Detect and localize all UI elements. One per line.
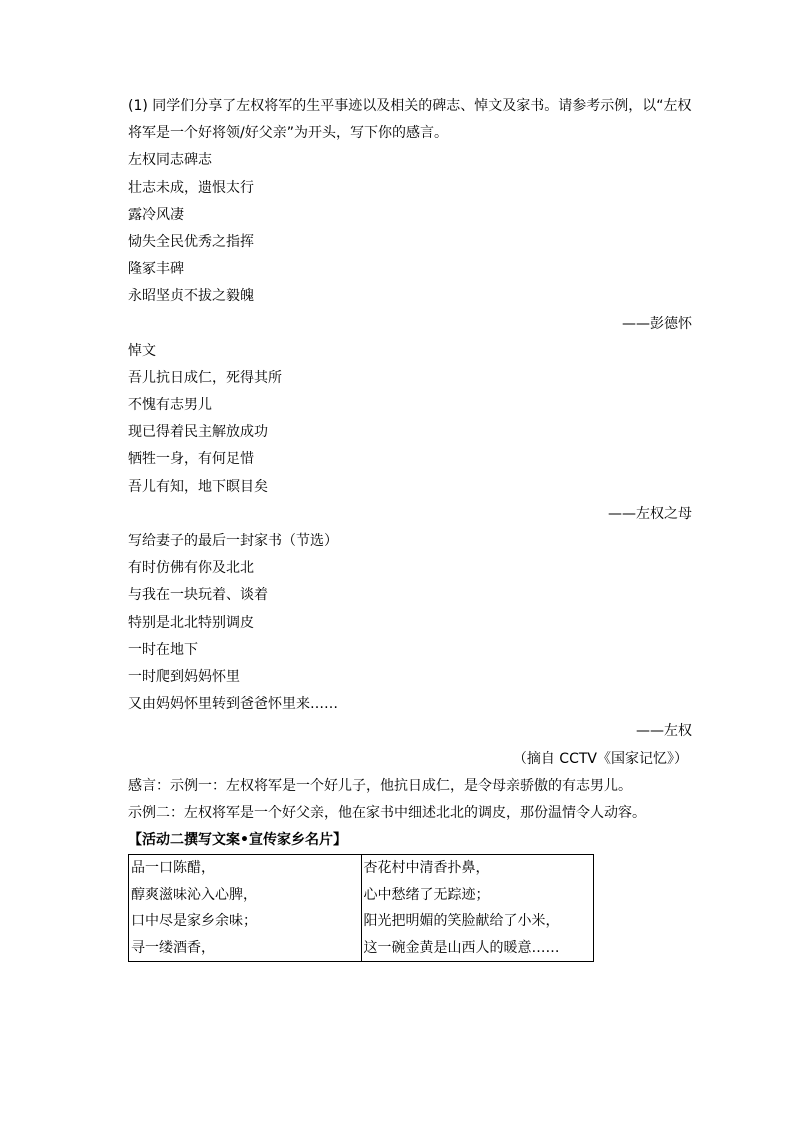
poem-left-line: 寻一缕酒香， [131,939,215,956]
letter-line: 与我在一块玩着、谈着 [128,587,268,604]
poem-right-cell [361,855,594,962]
question-prompt-line-2: 将军是一个好将领/好父亲”为开头，写下你的感言。 [128,125,448,142]
letter-line: 有时仿佛有你及北北 [128,560,254,577]
poem-left-line: 口中尽是家乡余味； [131,913,257,930]
epitaph-line: 永昭坚贞不拔之毅魄 [128,288,254,305]
eulogy-line: 不愧有志男儿 [128,397,212,414]
letter-source: （摘自 CCTV《国家记忆》） [512,750,688,767]
poem-left-line: 品一口陈醋， [131,860,215,877]
epitaph-author: ——彭德怀 [622,315,692,332]
epitaph-line: 恸失全民优秀之指挥 [128,233,254,250]
epitaph-line: 露冷风凄 [128,206,184,223]
hometown-poem-table [128,854,594,962]
eulogy-title: 悼文 [128,342,156,359]
eulogy-line: 现已得着民主解放成功 [128,424,268,441]
letter-line: 一时爬到妈妈怀里 [128,668,240,685]
letter-line: 又由妈妈怀里转到爸爸怀里来…… [128,696,338,713]
epitaph-section [128,147,692,337]
poem-left-line: 醇爽滋味沁入心脾， [131,886,257,903]
document-page [128,93,692,962]
poem-right-line: 阳光把明媚的笑脸献给了小米， [363,913,560,930]
letter-section [128,528,692,773]
question-prompt-line-1: (1) 同学们分享了左权将军的生平事迹以及相关的碑志、悼文及家书。请参考示例，以“左权 [128,98,692,114]
activity2-heading: 【活动二撰写文案•宣传家乡名片】 [128,832,347,849]
eulogy-line: 吾儿有知，地下瞑目矣 [128,478,268,495]
epitaph-line: 隆冢丰碑 [128,261,184,278]
reflection-example-2: 示例二：左权将军是一个好父亲，他在家书中细述北北的调皮，那份温情令人动容。 [128,804,646,821]
reflection-example-1: 感言：示例一：左权将军是一个好儿子，他抗日成仁，是令母亲骄傲的有志男儿。 [128,777,632,794]
eulogy-author: ——左权之母 [608,505,692,522]
poem-right-line: 心中愁绪了无踪迹； [363,886,490,903]
epitaph-line: 壮志未成，遗恨太行 [128,179,254,196]
table-row [129,855,594,962]
letter-line: 一时在地下 [128,641,198,658]
eulogy-line: 牺牲一身，有何足惜 [128,451,254,468]
epitaph-title: 左权同志碑志 [128,152,212,169]
letter-line: 特别是北北特别调皮 [128,614,254,631]
poem-right-line: 这一碗金黄是山西人的暖意…… [363,939,560,956]
letter-title: 写给妻子的最后一封家书（节选） [128,533,338,549]
letter-author: ——左权 [636,723,692,740]
eulogy-section [128,338,692,528]
poem-right-line: 杏花村中清香扑鼻， [363,860,490,877]
eulogy-line: 吾儿抗日成仁，死得其所 [128,369,282,386]
poem-left-cell [129,855,362,962]
